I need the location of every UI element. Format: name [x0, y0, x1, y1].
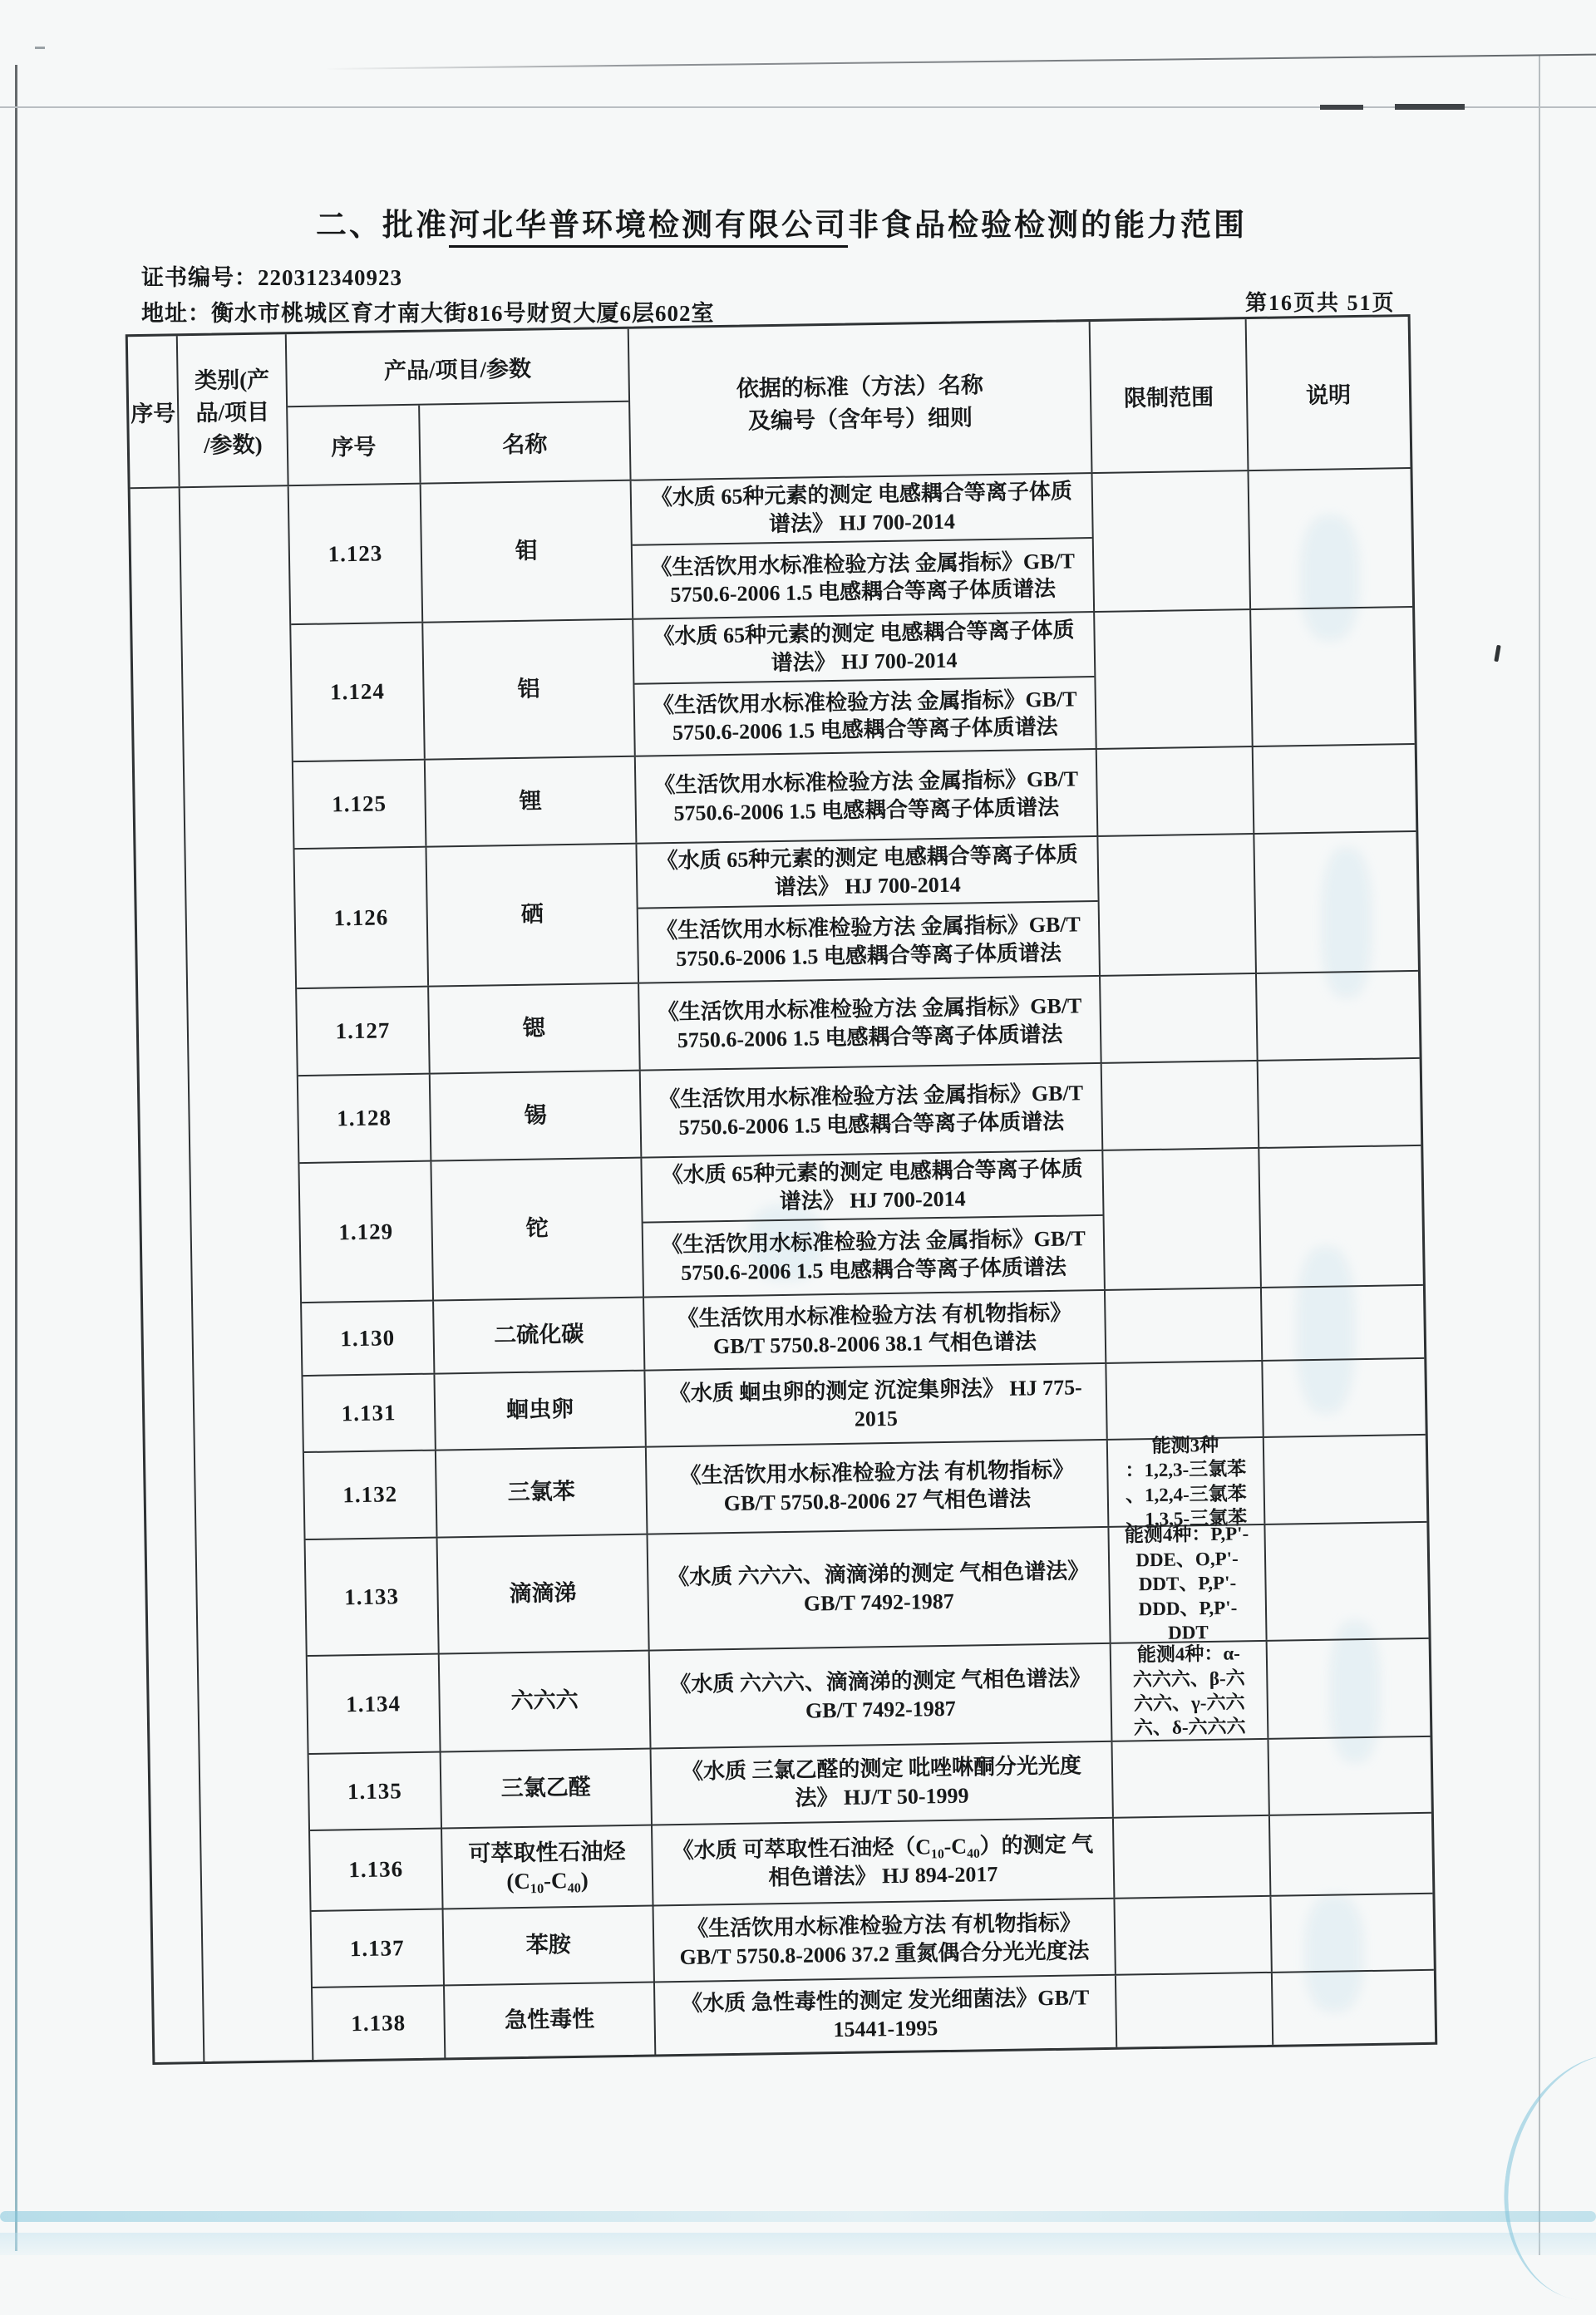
note-cell	[1271, 1894, 1433, 1972]
header-product-label: 产品/项目/参数	[287, 329, 628, 407]
standard-method-text: 《水质 急性毒性的测定 发光细菌法》GB/T 15441-1995	[681, 1985, 1090, 2042]
row-index-cell: 1.137	[312, 1909, 445, 1986]
standard-methods-cell	[636, 750, 1099, 843]
title-company-underlined: 河北华普环境检测有限公司	[449, 209, 848, 248]
standard-methods-cell	[632, 474, 1096, 618]
scan-bleed-curve	[1490, 2041, 1596, 2315]
standard-methods-cell	[642, 1151, 1106, 1297]
standard-methods-cell	[637, 837, 1101, 983]
table-row	[306, 1521, 1429, 1655]
note-cell	[1254, 745, 1416, 833]
note-cell	[1268, 1639, 1431, 1738]
standard-method-text: 《生活饮用水标准检验方法 金属指标》GB/T 5750.6-2006 1.5 电感耦合等离子体质谱法	[633, 537, 1093, 618]
standard-methods-cell	[641, 1064, 1104, 1157]
parameter-name-cell: 蛔虫卵	[435, 1372, 646, 1450]
standard-methods-cell	[648, 1528, 1111, 1650]
row-index-cell: 1.129	[299, 1162, 434, 1302]
title-suffix: 非食品检验检测的能力范围	[848, 209, 1247, 243]
parameter-name-cell: 三氯苯	[436, 1448, 648, 1537]
standard-methods-cell	[644, 1291, 1106, 1370]
row-index-cell: 1.126	[295, 848, 430, 988]
note-cell	[1251, 608, 1415, 746]
standard-methods-cell	[654, 1899, 1116, 1982]
standard-methods-cell	[650, 1644, 1113, 1748]
standard-method-text: 《水质 三氯乙醛的测定 吡唑啉酮分光光度法》 HJ/T 50-1999	[681, 1753, 1082, 1810]
scan-top-slant-line	[324, 54, 1596, 70]
standard-method-text: 《水质 65种元素的测定 电感耦合等离子体质谱法》 HJ 700-2014	[656, 842, 1078, 899]
parameter-name-cell: 急性毒性	[445, 1983, 656, 2058]
standard-methods-cell	[639, 977, 1102, 1070]
row-index-cell: 1.132	[304, 1451, 438, 1539]
limit-scope-cell	[1095, 610, 1254, 748]
note-cell	[1259, 1059, 1421, 1147]
title-prefix: 二、批准	[316, 209, 449, 243]
header-limit: 限制范围	[1091, 319, 1249, 472]
certificate-value: 220312340923	[258, 265, 402, 290]
row-index-cell: 1.128	[298, 1075, 432, 1162]
standard-method-text: 《生活饮用水标准检验方法 有机物指标》GB/T 5750.8-2006 27 气相色谱法	[679, 1457, 1075, 1515]
table-row	[289, 469, 1412, 623]
limit-scope-cell	[1097, 747, 1255, 835]
header-category: 类别(产 品/项目 /参数)	[178, 334, 289, 486]
header-sub-no: 序号	[288, 406, 421, 485]
standard-method-text: 《生活饮用水标准检验方法 金属指标》GB/T 5750.6-2006 1.5 电感耦合等离子体质谱法	[638, 900, 1099, 983]
header-no: 序号	[128, 336, 180, 487]
scan-left-edge-line	[15, 65, 17, 2251]
limit-scope-cell: 能测3种 ：1,2,3-三氯苯 、1,2,4-三氯苯 、1,3,5-三氯苯	[1108, 1438, 1266, 1526]
limit-scope-cell	[1106, 1362, 1264, 1439]
parameter-name-cell: 硒	[426, 845, 639, 986]
standard-method-text: 《水质 可萃取性石油烃（C₁₀-C₄₀）的测定 气相色谱法》 HJ 894-2017	[672, 1831, 1094, 1889]
limit-scope-cell	[1093, 471, 1252, 611]
row-index-cell: 1.134	[308, 1655, 441, 1753]
limit-scope-cell	[1102, 1061, 1260, 1150]
limit-scope-cell	[1114, 1816, 1271, 1898]
row-index-cell: 1.127	[297, 988, 431, 1075]
standard-methods-cell	[647, 1441, 1110, 1534]
address-line: 地址：衡水市桃城区育才南大街816号财贸大厦6层602室	[141, 301, 715, 326]
row-index-cell: 1.124	[291, 623, 426, 761]
capability-table	[126, 314, 1438, 2065]
scan-fold-dash	[1395, 104, 1465, 110]
row-index-cell: 1.133	[306, 1539, 440, 1655]
parameter-name-cell: 滴滴涕	[438, 1535, 650, 1653]
row-index-cell: 1.123	[289, 485, 424, 623]
parameter-name-cell: 三氯乙醛	[441, 1750, 653, 1828]
note-cell	[1273, 1971, 1435, 2045]
parameter-name-cell: 六六六	[440, 1652, 652, 1751]
scan-right-edge-line	[1539, 55, 1540, 2255]
row-index-cell: 1.135	[309, 1753, 442, 1830]
standard-methods-cell	[653, 1819, 1115, 1905]
parameter-name-cell: 铊	[431, 1159, 644, 1300]
note-cell	[1270, 1814, 1432, 1895]
standard-method-text: 《水质 65种元素的测定 电感耦合等离子体质谱法》 HJ 700-2014	[661, 1156, 1083, 1214]
limit-scope-cell	[1106, 1288, 1263, 1362]
table-row	[291, 606, 1414, 761]
limit-scope-cell	[1101, 974, 1259, 1062]
row-index-cell: 1.125	[293, 761, 427, 848]
standard-method-text: 《生活饮用水标准检验方法 金属指标》GB/T 5750.6-2006 1.5 电感耦合等离子体质谱法	[653, 766, 1079, 825]
scan-ink-mark	[1494, 645, 1500, 662]
parameter-name-cell: 二硫化碳	[434, 1298, 645, 1373]
table-row	[294, 830, 1417, 988]
header-sub-name: 名称	[502, 431, 548, 458]
standard-methods-cell	[655, 1976, 1117, 2055]
row-index-cell: 1.131	[303, 1375, 436, 1451]
parameter-name-cell: 铝	[423, 620, 636, 759]
limit-scope-cell: 能测4种：α- 六六六、β-六 六六、γ-六六 六、δ-六六六	[1111, 1642, 1269, 1741]
note-cell	[1265, 1523, 1428, 1640]
page-title	[33, 199, 1530, 244]
standard-method-text: 《生活饮用水标准检验方法 金属指标》GB/T 5750.6-2006 1.5 电感耦合等离子体质谱法	[643, 1214, 1104, 1297]
standard-method-text: 《水质 蛔虫卵的测定 沉淀集卵法》 HJ 775-2015	[668, 1375, 1082, 1431]
row-index-cell: 1.130	[302, 1302, 435, 1375]
limit-scope-cell	[1112, 1740, 1269, 1817]
table-row	[299, 1145, 1422, 1302]
certificate-label: 证书编号：	[141, 265, 258, 290]
row-index-cell: 1.138	[313, 1986, 446, 2059]
scan-bleed-band	[0, 2233, 1596, 2255]
parameter-name-cell: 可萃取性石油烃 (C₁₀-C₄₀)	[442, 1826, 653, 1909]
note-cell	[1249, 469, 1412, 608]
certificate-number-line	[141, 259, 402, 292]
header-product-group	[287, 329, 632, 485]
parameter-name-cell: 锶	[429, 984, 641, 1073]
parameter-name-cell: 苯胺	[444, 1907, 655, 1985]
standard-method-text: 《水质 65种元素的测定 电感耦合等离子体质谱法》 HJ 700-2014	[653, 618, 1075, 675]
parameter-name-cell: 锡	[431, 1071, 643, 1160]
header-standard: 依据的标准（方法）名称 及编号（含年号）细则	[629, 322, 1093, 480]
standard-method-text: 《生活饮用水标准检验方法 有机物指标》GB/T 5750.8-2006 37.2 重氮偶合分光光度法	[679, 1910, 1090, 1970]
parameter-name-cell: 锂	[426, 757, 638, 846]
standard-methods-cell	[645, 1364, 1107, 1446]
limit-scope-cell	[1103, 1149, 1262, 1289]
standard-method-text: 《水质 六六六、滴滴涕的测定 气相色谱法》 GB/T 7492-1987	[667, 1559, 1090, 1616]
limit-scope-cell	[1115, 1897, 1272, 1974]
parameter-name-cell: 钼	[421, 481, 634, 622]
scan-fold-dash	[1320, 105, 1363, 110]
standard-method-text: 《生活饮用水标准检验方法 金属指标》GB/T 5750.6-2006 1.5 电感耦合等离子体质谱法	[634, 676, 1095, 756]
standard-method-text: 《生活饮用水标准检验方法 有机物指标》GB/T 5750.8-2006 38.1 气相色谱法	[677, 1300, 1072, 1359]
standard-method-text: 《生活饮用水标准检验方法 金属指标》GB/T 5750.6-2006 1.5 电感耦合等离子体质谱法	[657, 993, 1082, 1052]
table-body	[131, 469, 1436, 2062]
scan-bleed-band	[0, 2211, 1596, 2222]
table-row	[308, 1638, 1431, 1753]
standard-method-text: 《水质 65种元素的测定 电感耦合等离子体质谱法》 HJ 700-2014	[650, 479, 1073, 536]
standard-methods-cell	[633, 613, 1096, 756]
note-cell	[1263, 1359, 1425, 1436]
note-cell	[1262, 1286, 1424, 1360]
table-header	[128, 317, 1411, 489]
standard-method-text: 《生活饮用水标准检验方法 金属指标》GB/T 5750.6-2006 1.5 电感耦合等离子体质谱法	[658, 1080, 1084, 1140]
limit-scope-cell	[1116, 1973, 1273, 2047]
standard-methods-cell	[652, 1742, 1114, 1825]
note-cell	[1268, 1737, 1431, 1815]
header-note: 说明	[1305, 382, 1352, 408]
limit-scope-cell	[1098, 835, 1257, 975]
note-cell	[1259, 1146, 1423, 1287]
standard-method-text: 《水质 六六六、滴滴涕的测定 气相色谱法》 GB/T 7492-1987	[669, 1666, 1091, 1723]
note-cell	[1257, 972, 1420, 1060]
row-index-cell: 1.136	[310, 1830, 443, 1910]
scan-speck	[35, 47, 45, 49]
page-number: 第16页共 51页	[1245, 291, 1396, 315]
limit-scope-cell: 能测4种：P,P'- DDE、O,P'- DDT、P,P'- DDD、P,P'- DDT	[1109, 1525, 1267, 1643]
note-cell	[1264, 1436, 1427, 1524]
note-cell	[1254, 832, 1418, 973]
